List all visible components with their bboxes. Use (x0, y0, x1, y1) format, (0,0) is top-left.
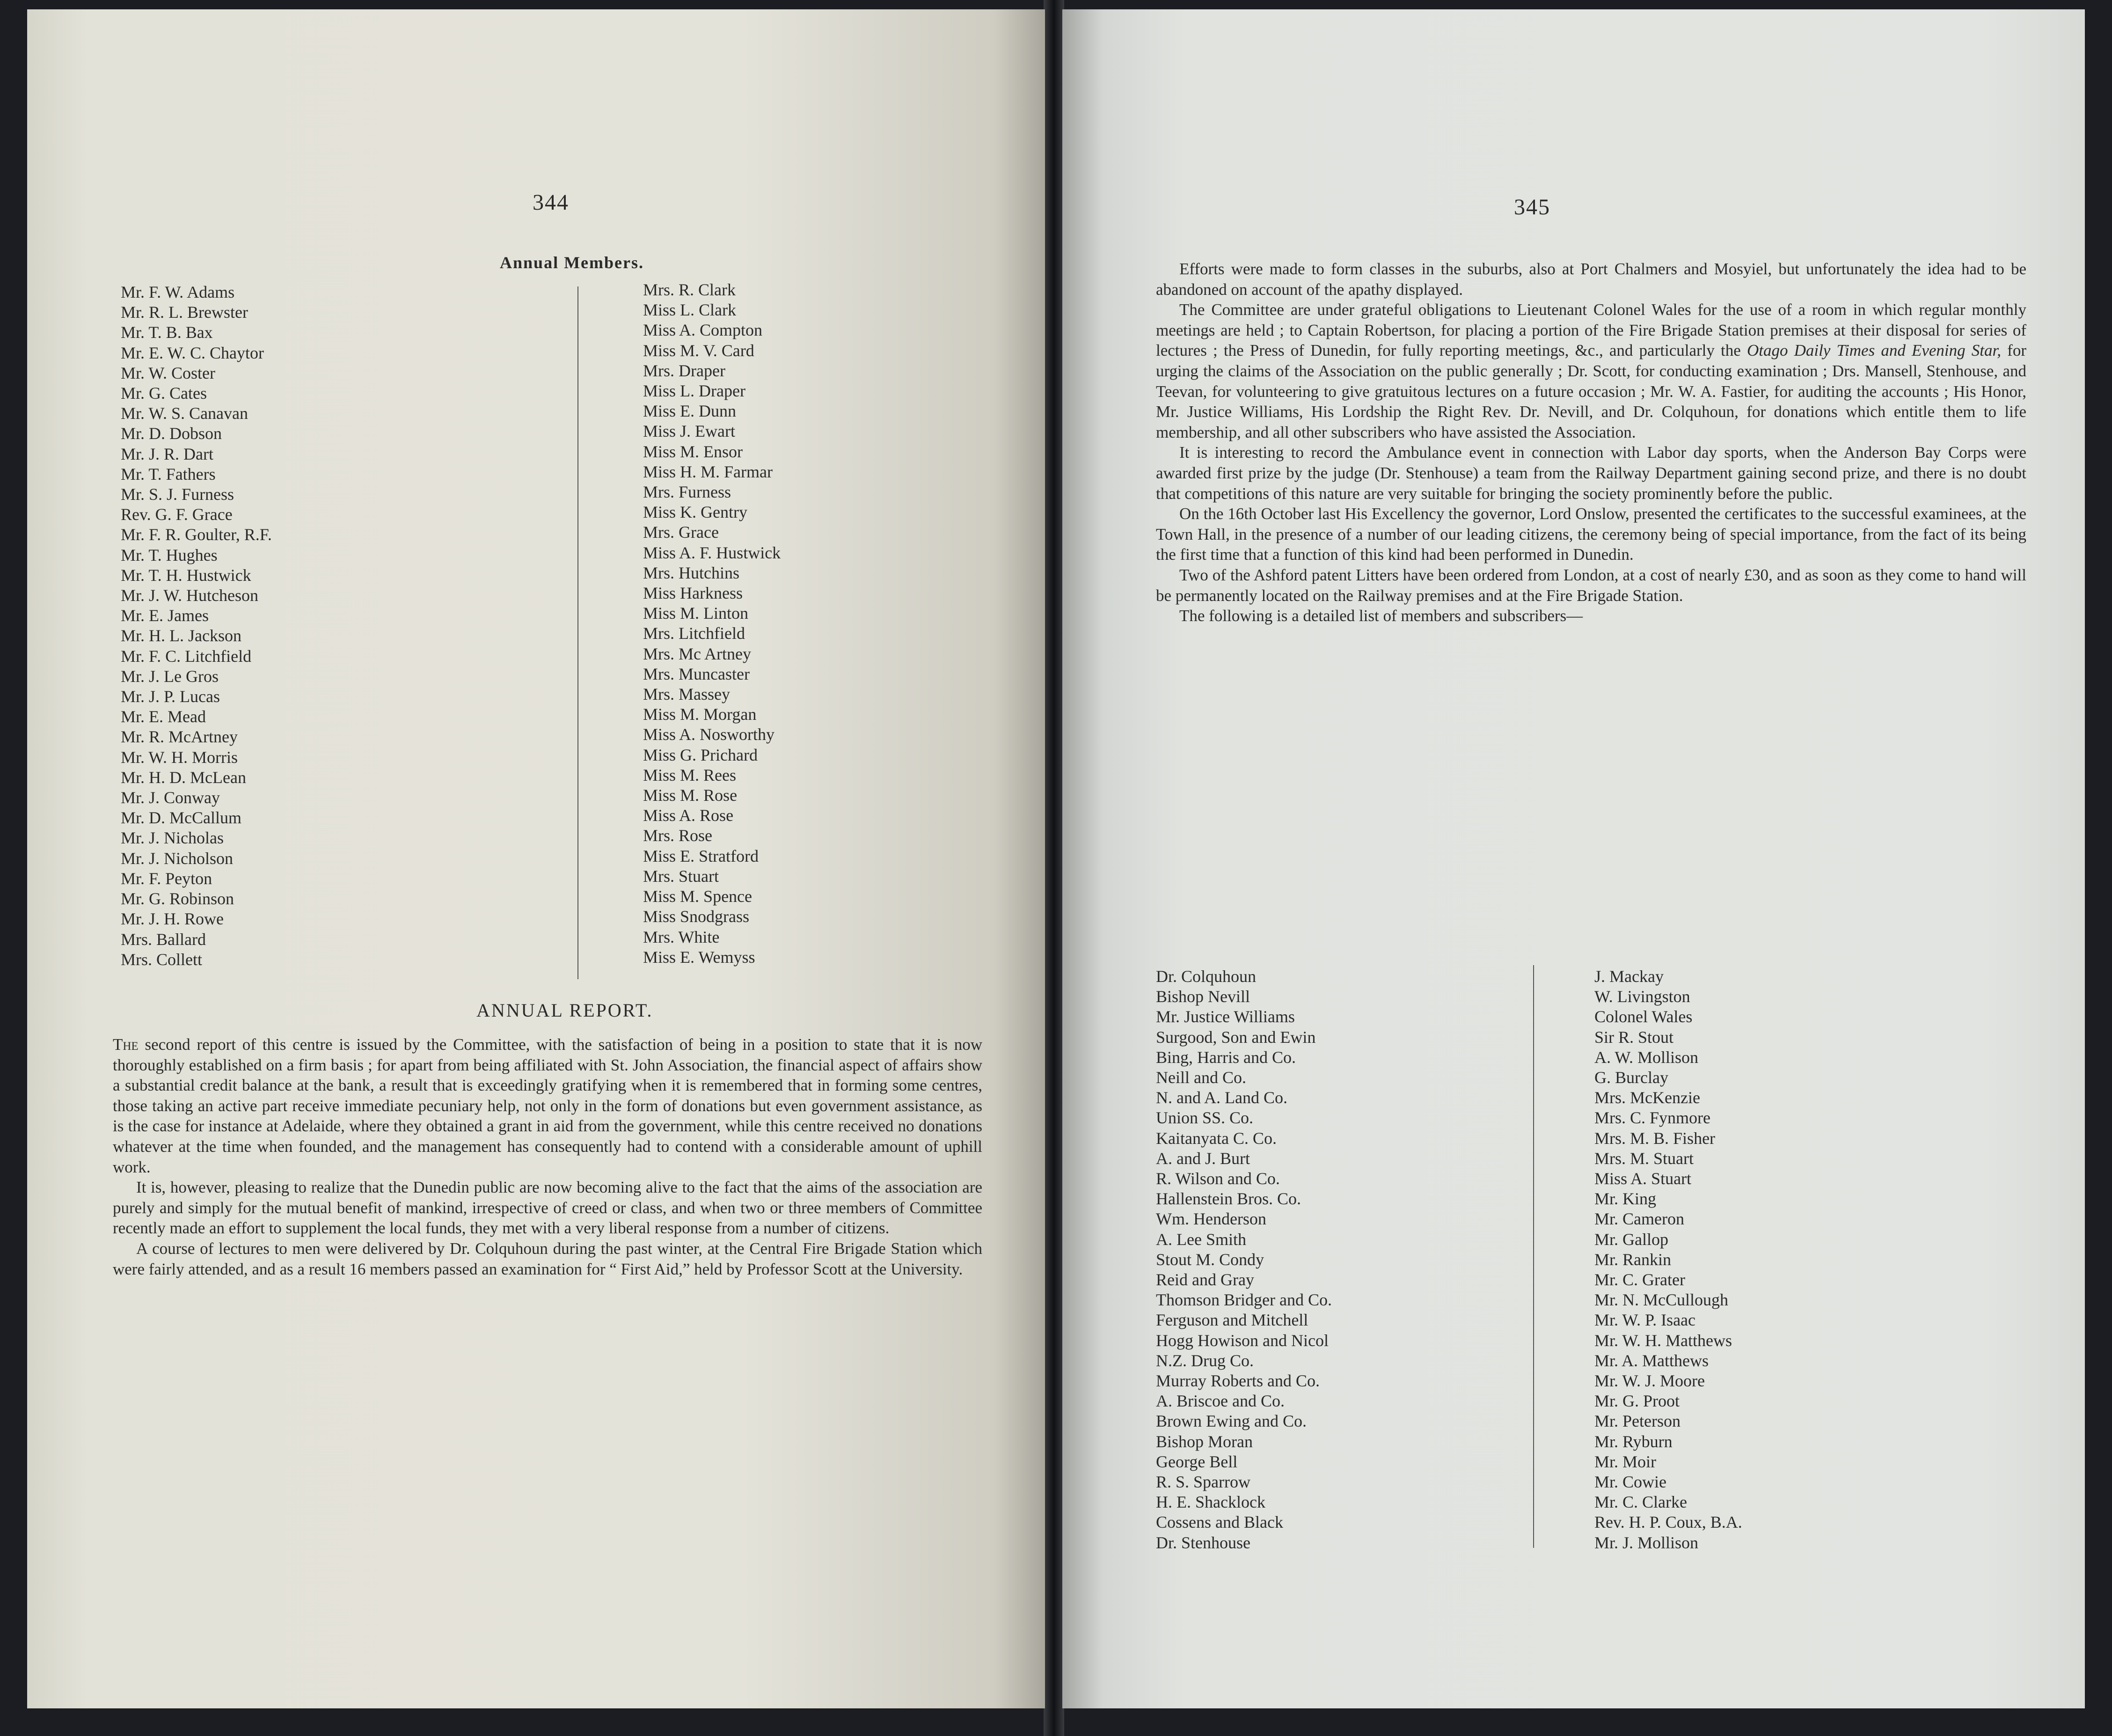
list-item: Mrs. M. B. Fisher (1594, 1128, 1716, 1148)
paragraph-obligations-text-2: for urging the claims of the Association on the public generally ; Dr. Scott, for conducting examination ; Drs. Mansell, Stenhouse, and Teevan, for volunteering to give gratuitous lectures on a future occasion ; Mr. W. A. Fastier, for auditing the accounts ; His Honor, Mr. Justice Williams, His Lordship the Right Rev. Dr. Nevill, and Dr. Colquhoun, for donations which entitle them to life membership, and all other subscribers who have assisted the Association. (1156, 341, 2026, 441)
list-item: Mr. H. D. McLean (121, 768, 246, 787)
list-item: Neill and Co. (1156, 1068, 1246, 1087)
list-item: Mrs. Litchfield (643, 624, 745, 643)
newspaper-title: Otago Daily Times and Evening Star, (1747, 341, 2002, 360)
report-paragraph-2: It is, however, pleasing to realize that the Dunedin public are now becoming alive to the fact that the aims of the association are purely and simply for the mutual benefit of mankind, irrespective of creed or class, and when two or three members of Committee recently made an effort to supplement the local funds, they met with a very liberal response from a number of citizens. (113, 1178, 982, 1238)
list-item: Mr. King (1594, 1189, 1657, 1209)
list-item: Reid and Gray (1156, 1270, 1254, 1289)
list-item: Miss H. M. Farmar (643, 462, 773, 481)
paragraph-litters: Two of the Ashford patent Litters have been ordered from London, at a cost of nearly £30, and as soon as they come to hand will be permanently located on the Railway premises and at the Fire Brigade Station. (1156, 565, 2026, 605)
list-item: Mrs. Massey (643, 685, 730, 704)
list-item: Mrs. Mc Artney (643, 644, 751, 663)
list-item: Mr. Justice Williams (1156, 1007, 1295, 1026)
list-item: Mr. G. Cates (121, 384, 207, 403)
list-item: Bing, Harris and Co. (1156, 1047, 1296, 1067)
list-item: Mr. Cameron (1594, 1209, 1684, 1229)
list-item: Mrs. Stuart (643, 866, 719, 886)
list-item: A. W. Mollison (1594, 1047, 1699, 1067)
list-item: Hallenstein Bros. Co. (1156, 1189, 1301, 1209)
list-item: Mr. Cowie (1594, 1472, 1667, 1492)
right-page-body (1156, 259, 2026, 626)
list-item: Cossens and Black (1156, 1513, 1283, 1532)
list-item: Colonel Wales (1594, 1007, 1693, 1026)
list-item: Miss L. Clark (643, 300, 737, 320)
list-item: Mr. W. P. Isaac (1594, 1311, 1695, 1330)
list-item: Miss A. Stuart (1594, 1169, 1692, 1188)
list-item: Mr. W. Coster (121, 363, 216, 382)
members-list-col1 (121, 282, 272, 970)
list-item: Hogg Howison and Nicol (1156, 1331, 1329, 1350)
page-number: 345 (1514, 195, 1550, 220)
list-item: Mr. D. Dobson (121, 424, 222, 443)
list-item: Sir R. Stout (1594, 1027, 1674, 1047)
list-item: Miss E. Wemyss (643, 947, 755, 967)
list-item: Mr. F. W. Adams (121, 283, 235, 301)
list-item: Dr. Stenhouse (1156, 1533, 1250, 1552)
list-item: R. S. Sparrow (1156, 1472, 1251, 1492)
list-item: J. Mackay (1594, 967, 1664, 986)
list-item: N.Z. Drug Co. (1156, 1351, 1254, 1370)
page-number: 344 (533, 190, 569, 215)
list-item: Murray Roberts and Co. (1156, 1371, 1320, 1391)
list-item: Mr. W. S. Canavan (121, 404, 248, 423)
list-item: Mr. E. W. C. Chaytor (121, 343, 264, 362)
list-item: Mr. T. Hughes (121, 545, 218, 564)
list-item: R. Wilson and Co. (1156, 1169, 1280, 1188)
list-item: Mr. F. C. Litchfield (121, 646, 252, 666)
paragraph-obligations (1156, 300, 2026, 442)
list-item: Miss M. V. Card (643, 341, 754, 360)
list-item: Mrs. Grace (643, 523, 719, 542)
list-item: Miss Snodgrass (643, 907, 750, 926)
column-divider (1533, 965, 1534, 1548)
list-item: Miss A. F. Hustwick (643, 543, 781, 562)
list-item: Mr. W. H. Matthews (1594, 1331, 1732, 1350)
subscribers-list-col2 (1594, 967, 1742, 1553)
list-item: Bishop Nevill (1156, 987, 1250, 1006)
list-item: Miss M. Rees (643, 765, 737, 784)
list-item: Miss M. Ensor (643, 442, 743, 461)
list-item: H. E. Shacklock (1156, 1493, 1265, 1512)
list-item: Miss E. Dunn (643, 402, 737, 421)
list-item: Wm. Henderson (1156, 1209, 1266, 1229)
list-item: Miss Harkness (643, 584, 743, 603)
list-item: Miss L. Draper (643, 381, 745, 401)
report-body (113, 1034, 982, 1279)
subscribers-list-col1 (1156, 967, 1332, 1553)
list-item: Mr. S. J. Furness (121, 485, 234, 504)
list-item: Union SS. Co. (1156, 1108, 1254, 1128)
list-item: Rev. G. F. Grace (121, 505, 233, 524)
list-item: Miss E. Stratford (643, 846, 759, 865)
list-item: Mr. A. Matthews (1594, 1351, 1709, 1370)
list-item: Mr. T. H. Hustwick (121, 565, 251, 585)
right-page (1062, 9, 2085, 1708)
column-divider (577, 286, 578, 979)
list-item: Mr. F. R. Goulter, R.F. (121, 525, 272, 544)
list-item: Mr. H. L. Jackson (121, 626, 241, 645)
list-item: Surgood, Son and Ewin (1156, 1027, 1316, 1047)
list-item: Kaitanyata C. Co. (1156, 1128, 1277, 1148)
list-item: Mr. J. P. Lucas (121, 687, 220, 706)
list-item: Miss M. Linton (643, 604, 749, 623)
list-item: A. Lee Smith (1156, 1230, 1246, 1249)
list-item: Stout M. Condy (1156, 1250, 1264, 1269)
list-item: Mr. T. B. Bax (121, 323, 213, 342)
left-page (27, 9, 1045, 1708)
list-item: Mr. W. J. Moore (1594, 1371, 1705, 1391)
list-item: Mr. J. Le Gros (121, 667, 219, 686)
list-item: Mr. Ryburn (1594, 1432, 1673, 1451)
paragraph-ambulance-event: It is interesting to record the Ambulance event in connection with Labor day sports, when the Anderson Bay Corps were awarded first prize by the judge (Dr. Stenhouse) a team from the Railway Department gaining second prize, and there is no doubt that competitions of this nature are very suitable for bringing the society prominently before the public. (1156, 443, 2026, 503)
report-paragraph-1-text: second report of this centre is issued by the Committee, with the satisfaction of being in a position to state that it is now thoroughly established on a firm basis ; for apart from being affiliated with St. John Association, the financial aspect of affairs show a substantial credit balance at the bank, a result that is exceedingly gratifying when it is remembered that in forming some centres, those taking an active part receive immediate pecuniary help, not only in the form of donations but even government assistance, as is the case for instance at Adelaide, where they obtained a grant in aid from the government, while this centre received no donations whatever at the time when founded, and the management has consequently had to contend with a considerable amount of uphill work. (113, 1035, 982, 1176)
list-item: Miss A. Nosworthy (643, 725, 775, 744)
list-item: Mr. W. H. Morris (121, 747, 238, 767)
list-item: Ferguson and Mitchell (1156, 1311, 1308, 1330)
list-item: Dr. Colquhoun (1156, 967, 1257, 986)
list-item: Mr. J. Mollison (1594, 1533, 1699, 1552)
list-item: Miss G. Prichard (643, 745, 758, 764)
list-item: A. and J. Burt (1156, 1149, 1250, 1168)
list-item: Miss K. Gentry (643, 503, 747, 522)
list-item: N. and A. Land Co. (1156, 1088, 1287, 1107)
list-item: Mr. G. Proot (1594, 1392, 1680, 1411)
list-item: Miss J. Ewart (643, 422, 735, 441)
list-item: Mrs. Rose (643, 826, 713, 845)
list-item: Mr. F. Peyton (121, 869, 212, 888)
paragraph-certificates: On the 16th October last His Excellency the governor, Lord Onslow, presented the certificates to the successful examinees, at the Town Hall, in the presence of a number of our leading citizens, the ceremony being of special importance, from the fact of its being the first time that a function of this kind had been performed in Dunedin. (1156, 505, 2026, 564)
list-item: Mr. C. Grater (1594, 1270, 1685, 1289)
list-item: Mrs. Hutchins (643, 563, 739, 582)
list-item: Mr. R. McArtney (121, 727, 238, 747)
list-item: Mr. J. W. Hutcheson (121, 586, 259, 605)
list-item: Mr. G. Robinson (121, 889, 234, 908)
list-item: Miss A. Rose (643, 806, 734, 825)
list-item: Mr. J. H. Rowe (121, 909, 224, 929)
list-item: Mr. T. Fathers (121, 464, 216, 483)
list-item: Thomson Bridger and Co. (1156, 1290, 1332, 1310)
list-item: A. Briscoe and Co. (1156, 1392, 1285, 1411)
list-item: Mr. J. Nicholas (121, 828, 224, 848)
list-item: Mrs. McKenzie (1594, 1088, 1700, 1107)
list-item: Miss M. Morgan (643, 705, 757, 724)
list-item: Miss M. Rose (643, 786, 738, 805)
list-item: Mr. E. Mead (121, 707, 206, 726)
members-list-col2 (643, 280, 781, 967)
paragraph-list-intro: The following is a detailed list of members and subscribers— (1179, 607, 1583, 625)
report-title: ANNUAL REPORT. (476, 1000, 653, 1021)
list-item: Mr. E. James (121, 606, 209, 625)
book-spine (1044, 0, 1064, 1736)
list-item: Mrs. White (643, 927, 720, 946)
list-item: Mrs. Draper (643, 361, 725, 380)
list-item: Mrs. C. Fynmore (1594, 1108, 1711, 1128)
list-item: George Bell (1156, 1452, 1238, 1471)
list-item: Mr. J. Conway (121, 788, 220, 807)
paragraph-obligations-text-1: The Committee are under grateful obligations to Lieutenant Colonel Wales for the use of a room in which regular monthly meetings are held ; to Captain Robertson, for placing a portion of the Fire Brigade Station premises at their disposal for series of lectures ; the Press of Dunedin, for fully reporting meetings, &c., and particularly the (1156, 300, 2026, 360)
list-item: Rev. H. P. Coux, B.A. (1594, 1513, 1742, 1532)
list-item: Miss A. Compton (643, 321, 763, 340)
list-item: W. Livingston (1594, 987, 1690, 1006)
list-item: Mr. Rankin (1594, 1250, 1672, 1269)
paragraph-classes: Efforts were made to form classes in the suburbs, also at Port Chalmers and Mosyiel, but unfortunately the idea had to be abandoned on account of the apathy displayed. (1156, 260, 2026, 299)
report-paragraph-1 (113, 1034, 982, 1177)
list-item: Mr. Peterson (1594, 1412, 1681, 1431)
list-item: Miss M. Spence (643, 887, 752, 906)
list-item: Mr. D. McCallum (121, 808, 241, 828)
list-item: Bishop Moran (1156, 1432, 1253, 1451)
list-item: Mr. N. McCullough (1594, 1290, 1729, 1310)
list-item: Mr. C. Clarke (1594, 1493, 1687, 1512)
list-item: Mrs. Muncaster (643, 664, 750, 683)
report-paragraph-3: A course of lectures to men were delivered by Dr. Colquhoun during the past winter, at the Central Fire Brigade Station which were fairly attended, and as a result 16 members passed an examination for “ First Aid,” held by Professor Scott at the University. (113, 1239, 982, 1278)
list-item: Mr. Moir (1594, 1452, 1657, 1471)
report-first-word: The (113, 1035, 139, 1054)
list-item: Mr. R. L. Brewster (121, 303, 248, 322)
list-item: Mr. Gallop (1594, 1230, 1668, 1249)
list-item: Mrs. Ballard (121, 930, 206, 949)
list-item: G. Burclay (1594, 1068, 1668, 1087)
section-heading: Annual Members. (500, 253, 644, 272)
list-item: Brown Ewing and Co. (1156, 1412, 1307, 1431)
list-item: Mr. J. R. Dart (121, 444, 213, 463)
list-item: Mrs. Furness (643, 483, 731, 502)
list-item: Mrs. Collett (121, 950, 203, 969)
list-item: Mrs. M. Stuart (1594, 1149, 1694, 1168)
list-item: Mrs. R. Clark (643, 280, 736, 299)
list-item: Mr. J. Nicholson (121, 849, 234, 868)
